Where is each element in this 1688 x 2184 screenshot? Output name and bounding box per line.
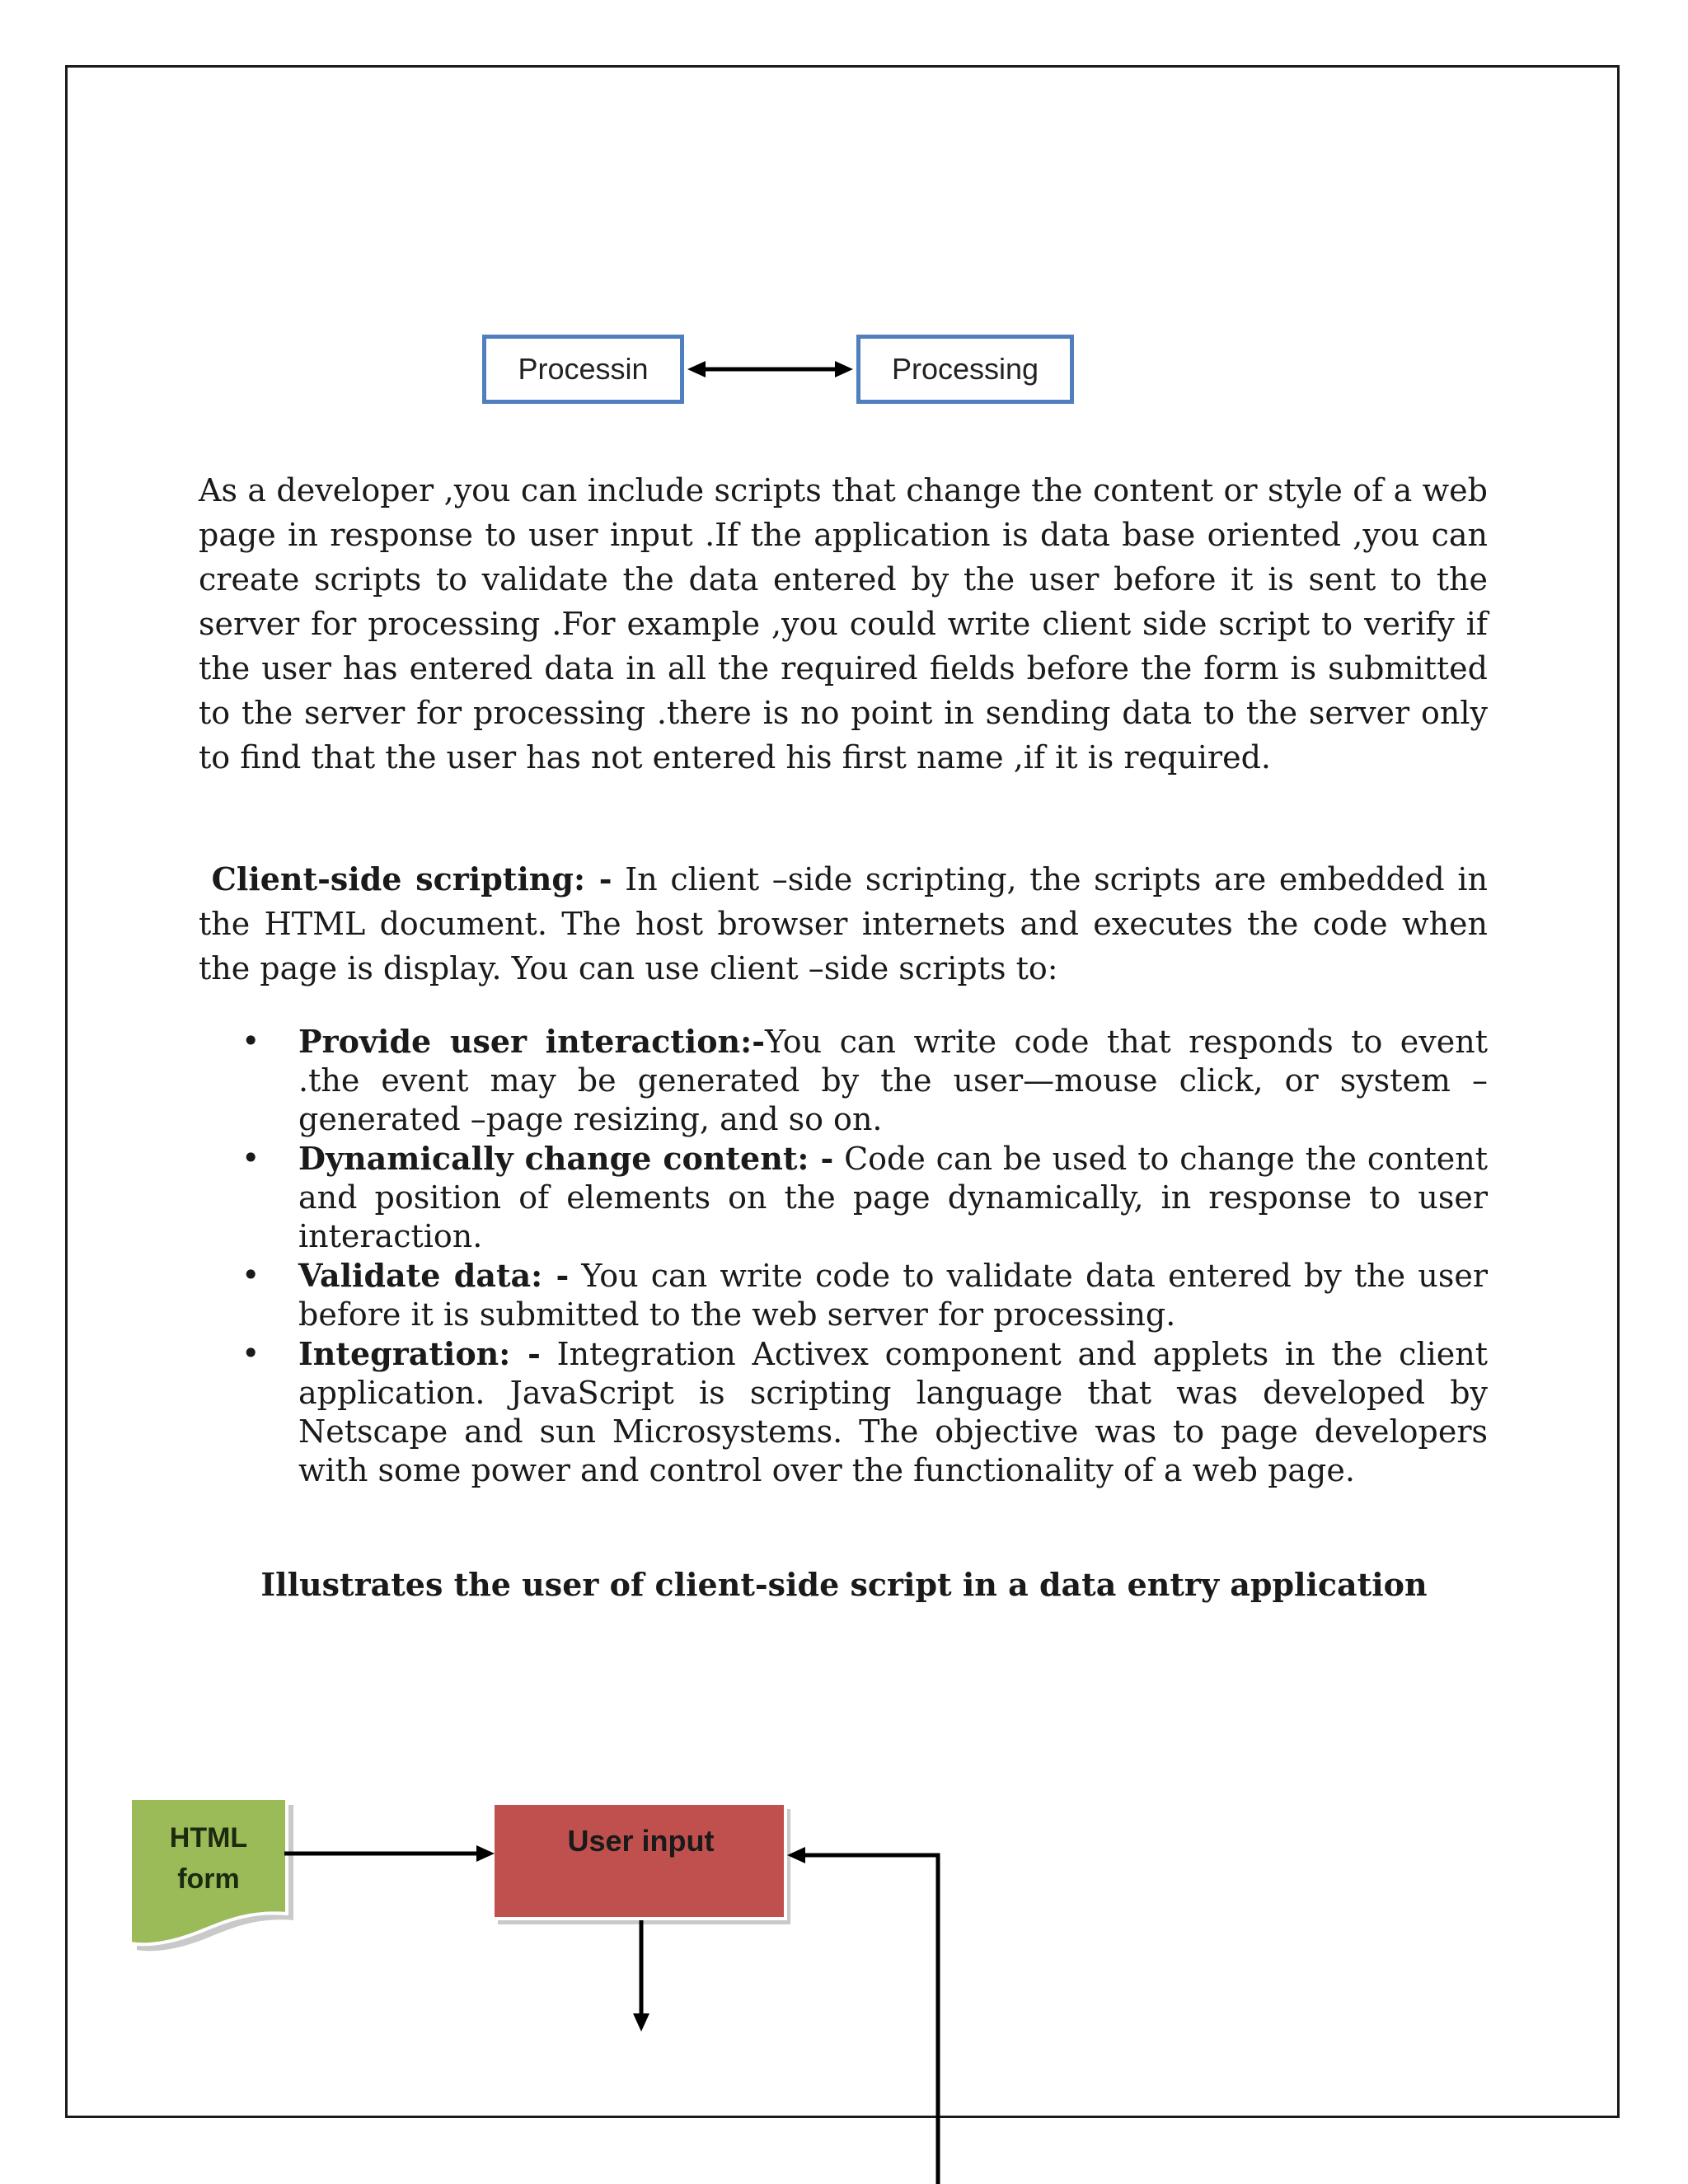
- list-item-text: You can write code to validate data entered by the user before it is submitted to the web server for processing.: [298, 1258, 1488, 1333]
- bullet-icon: •: [241, 1335, 260, 1371]
- html-form-line1: HTML: [169, 1822, 248, 1854]
- list-item: [199, 1139, 1488, 1256]
- list-item-text: Integration Activex component and applets in the client application. JavaScript is scripting language that was developed by Netscape and sun Microsystems. The objective was to page developers with some power and control over the functionality of a web page.: [298, 1336, 1488, 1488]
- client-side-heading: Client-side scripting: -: [211, 860, 612, 898]
- processing-label: Processing: [891, 352, 1039, 386]
- bullet-icon: •: [241, 1140, 260, 1176]
- bullet-icon: •: [241, 1023, 260, 1059]
- arrow-form-to-input: [284, 1845, 495, 1862]
- list-item-term: Integration: -: [298, 1335, 541, 1372]
- client-side-text: In client –side scripting, the scripts are embedded in the HTML document. The host browser internets and executes the code when the page is display. You can use client –side scripts to:: [199, 861, 1488, 987]
- user-input-label: User input: [567, 1824, 715, 1858]
- paragraph-client-side-scripting: [199, 857, 1488, 991]
- processin-label: Processin: [518, 352, 649, 386]
- list-item: [199, 1256, 1488, 1334]
- html-form-label: [130, 1817, 287, 1900]
- list-item-text: You can write code that responds to event .the event may be generated by the user—mouse click, or system –generated –page resizing, and so on.: [298, 1024, 1488, 1137]
- list-item-term: Dynamically change content: -: [298, 1140, 834, 1177]
- list-item-term: Provide user interaction:-: [298, 1023, 765, 1060]
- list-item-term: Validate data: -: [298, 1257, 570, 1294]
- list-item: [199, 1334, 1488, 1490]
- list-item: [199, 1022, 1488, 1139]
- arrow-input-down: [633, 1920, 649, 2032]
- list-item-text: Code can be used to change the content and position of elements on the page dynamically, in response to user interaction.: [298, 1141, 1488, 1254]
- figure-caption: Illustrates the user of client-side script in a data entry application: [260, 1566, 1428, 1603]
- double-arrow: [687, 361, 853, 377]
- uses-list: [199, 1022, 1488, 1490]
- arrow-feedback-loop: [787, 1847, 938, 2184]
- user-input-shape: [493, 1803, 790, 1924]
- html-form-line2: form: [177, 1863, 240, 1895]
- paragraph-developer-scripts: As a developer ,you can include scripts that change the content or style of a web page in response to user input .If the application is data base oriented ,you can create scripts to validate the data entered by the user before it is sent to the server for processing .For example ,you could write client side script to verify if the user has entered data in all the required fields before the form is submitted to the server for processing .there is no point in sending data to the server only to find that the user has not entered his first name ,if it is required.: [199, 472, 1488, 776]
- bullet-icon: •: [241, 1257, 260, 1293]
